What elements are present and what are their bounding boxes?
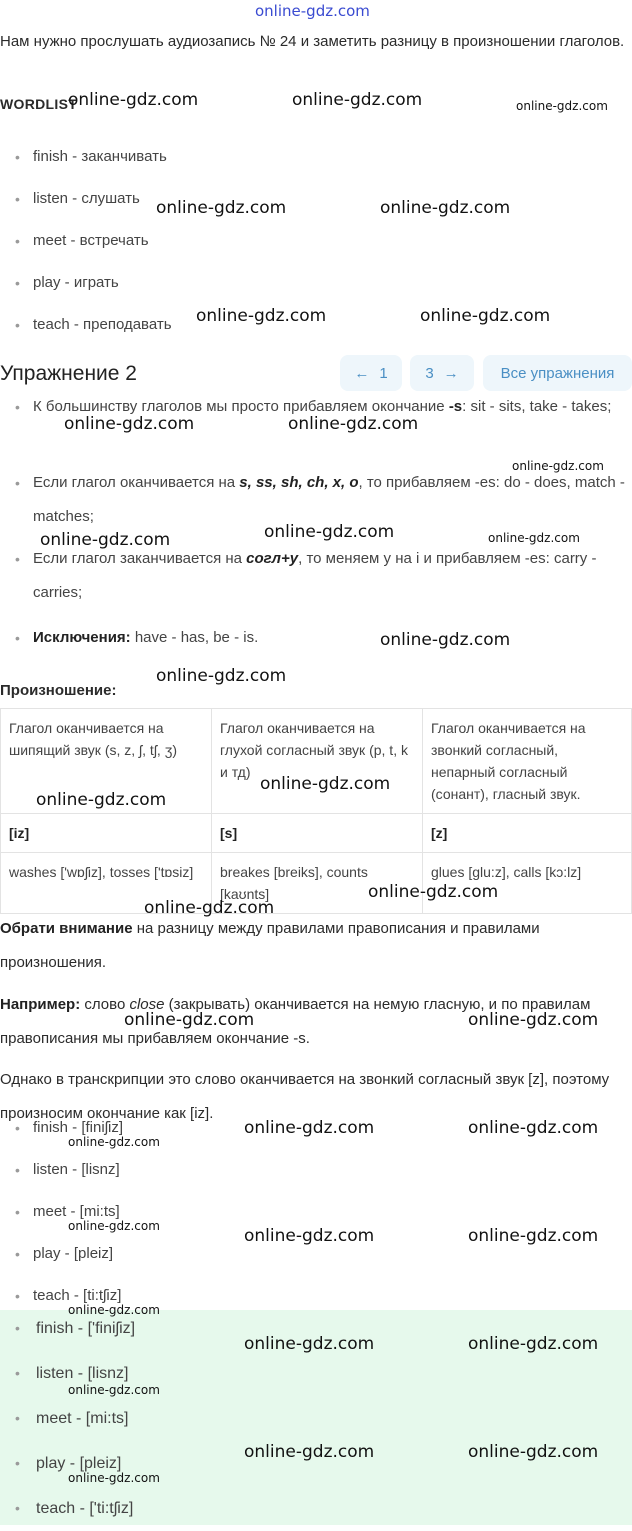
next-exercise-label: 3 — [425, 364, 434, 382]
note-bold: Обрати внимание — [0, 920, 133, 937]
pronunciation-title: Произношение: — [0, 682, 117, 699]
watermark: online-gdz.com — [292, 90, 423, 110]
pronunciation-title-text: Произношение — [0, 682, 112, 699]
pronunciation-table — [0, 708, 632, 914]
all-exercises-button[interactable]: Все упражнения — [483, 355, 632, 391]
rule-text: , то прибавляем -es: do - does, match - matches; — [33, 474, 625, 525]
rule-item — [0, 542, 632, 618]
table-row — [1, 853, 632, 914]
watermark: online-gdz.com — [512, 459, 604, 473]
however-text: Однако в транскрипции это слово оканчивается на звонкий согласный звук [z], поэтому произносим окончание как [iz]. — [0, 1071, 610, 1122]
watermark: online-gdz.com — [516, 99, 608, 113]
table-cell: [z] — [423, 814, 632, 853]
site-watermark-top[interactable]: online-gdz.com — [255, 2, 370, 20]
table-cell: Глагол оканчивается на звонкий согласный, непарный согласный (сонант), гласный звук. — [423, 709, 632, 814]
watermark: online-gdz.com — [68, 1383, 160, 1397]
list-item: • meet - [mi:ts] — [0, 1396, 632, 1441]
watermark: online-gdz.com — [124, 1010, 255, 1030]
watermark: online-gdz.com — [468, 1442, 599, 1462]
rule-bold: -s — [448, 398, 463, 415]
watermark: online-gdz.com — [488, 531, 580, 545]
section-title: Упражнение 2 — [0, 362, 137, 385]
watermark: online-gdz.com — [244, 1118, 375, 1138]
watermark: online-gdz.com — [420, 306, 551, 326]
list-item: • finish - заканчивать — [0, 136, 632, 178]
watermark: online-gdz.com — [144, 898, 275, 918]
list-item: • meet - [mi:ts] — [0, 1191, 632, 1233]
arrow-right-icon: → — [443, 364, 459, 382]
watermark: online-gdz.com — [244, 1226, 375, 1246]
rule-text: have - has, be - is. — [130, 629, 259, 646]
wordlist-title: WORDLIST — [0, 96, 78, 112]
example-word: close — [129, 996, 165, 1013]
list-item: • play - [pleiz] — [0, 1441, 632, 1486]
rule-bold: s, ss, sh, ch, x, o — [239, 474, 359, 491]
watermark: online-gdz.com — [244, 1334, 375, 1354]
table-cell: washes ['wɒʃiz], tosses ['tɒsiz] — [1, 853, 212, 914]
table-row — [1, 814, 632, 853]
watermark: online-gdz.com — [380, 630, 511, 650]
list-item: • teach - [ti:tʃiz] — [0, 1275, 632, 1317]
intro-text: Нам нужно прослушать аудиозапись № 24 и заметить разницу в произношении глаголов. — [0, 33, 625, 50]
watermark: online-gdz.com — [68, 1135, 160, 1149]
table-cell: [iz] — [1, 814, 212, 853]
rule-text: Если глагол заканчивается на — [33, 550, 247, 567]
rule-text: К большинству глаголов мы просто прибавляем окончание — [33, 398, 449, 415]
watermark: online-gdz.com — [156, 666, 287, 686]
watermark: online-gdz.com — [264, 522, 395, 542]
rule-text: , то меняем y на i и прибавляем -es: carry - carries; — [33, 550, 597, 601]
watermark: online-gdz.com — [288, 414, 419, 434]
prev-exercise-button[interactable] — [340, 355, 402, 391]
watermark: online-gdz.com — [468, 1118, 599, 1138]
watermark: online-gdz.com — [68, 1471, 160, 1485]
next-exercise-button[interactable] — [410, 355, 474, 391]
watermark: online-gdz.com — [260, 774, 391, 794]
watermark: online-gdz.com — [68, 1303, 160, 1317]
table-cell: glues [glu:z], calls [kɔ:lz] — [423, 853, 632, 914]
watermark: online-gdz.com — [68, 90, 199, 110]
list-item: • listen - слушать — [0, 178, 632, 220]
watermark: online-gdz.com — [64, 414, 195, 434]
table-cell: breakes [breiks], counts [kaʊnts] — [212, 853, 423, 914]
prev-exercise-label: 1 — [379, 364, 388, 382]
watermark: online-gdz.com — [368, 882, 499, 902]
watermark: online-gdz.com — [468, 1334, 599, 1354]
note-body: на разницу между правилами правописания и правилами произношения. — [0, 920, 540, 971]
watermark: online-gdz.com — [196, 306, 327, 326]
watermark: online-gdz.com — [380, 198, 511, 218]
rule-text: Если глагол оканчивается на — [33, 474, 240, 491]
table-cell: [s] — [212, 814, 423, 853]
rule-item — [0, 618, 632, 658]
watermark: online-gdz.com — [36, 790, 167, 810]
list-item: • finish - [finiʃiz] — [0, 1107, 632, 1149]
list-item: • listen - [lisnz] — [0, 1149, 632, 1191]
watermark: online-gdz.com — [40, 530, 171, 550]
list-item: • meet - встречать — [0, 220, 632, 262]
example-body: (закрывать) оканчивается на немую гласную, и по правилам правописания мы прибавляем окончание -s. — [0, 996, 591, 1047]
table-cell: Глагол оканчивается на шипящий звук (s, z, ʃ, tʃ, ʒ) — [1, 709, 212, 814]
list-item: • teach - преподавать — [0, 304, 632, 346]
arrow-left-icon: ← — [354, 364, 370, 382]
watermark: online-gdz.com — [468, 1010, 599, 1030]
example-bold: Например: — [0, 996, 81, 1013]
rule-text: : sit - sits, take - takes; — [462, 398, 612, 415]
list-item: • listen - [lisnz] — [0, 1351, 632, 1396]
list-item: • finish - ['finiʃiz] — [0, 1306, 632, 1351]
watermark: online-gdz.com — [468, 1226, 599, 1246]
rule-bold: согл+y — [246, 550, 299, 567]
example-body: слово — [80, 996, 130, 1013]
watermark: online-gdz.com — [156, 198, 287, 218]
watermark: online-gdz.com — [68, 1219, 160, 1233]
list-item: • teach - ['ti:tʃiz] — [0, 1486, 632, 1531]
list-item: • play - [pleiz] — [0, 1233, 632, 1275]
list-item: • play - играть — [0, 262, 632, 304]
table-cell: Глагол оканчивается на глухой согласный звук (p, t, k и тд) — [212, 709, 423, 814]
note-text — [0, 912, 632, 980]
watermark: online-gdz.com — [244, 1442, 375, 1462]
rule-bold: Исключения: — [33, 629, 131, 646]
